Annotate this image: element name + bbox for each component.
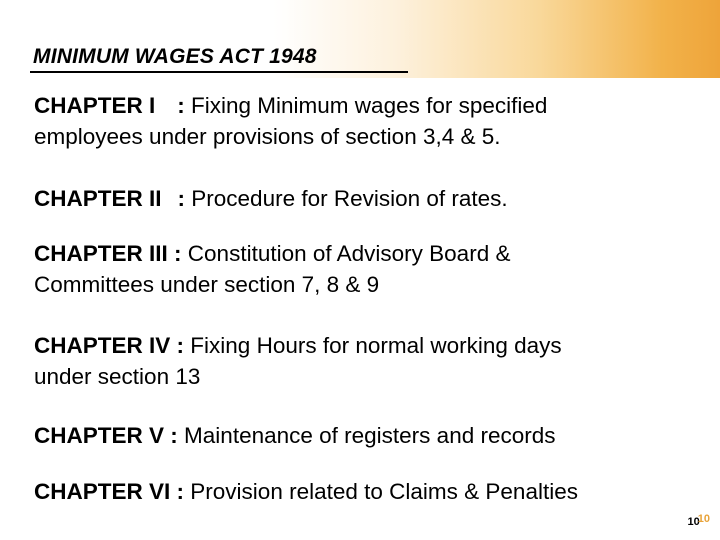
chapter-3-separator: : xyxy=(174,241,182,266)
chapter-5-separator: : xyxy=(170,423,178,448)
chapter-6-label: CHAPTER VI xyxy=(34,479,171,504)
chapter-1-label: CHAPTER I xyxy=(34,93,156,118)
page-number xyxy=(687,513,711,528)
chapter-4 xyxy=(34,330,562,392)
chapter-4-text-line2: under section 13 xyxy=(34,364,201,389)
chapter-6 xyxy=(34,476,578,507)
page-number-shadow: 10 xyxy=(697,513,710,525)
chapter-5-text-line1: Maintenance of registers and records xyxy=(184,423,556,448)
chapter-4-separator: : xyxy=(176,333,185,358)
chapter-1-text-line1: Fixing Minimum wages for specified xyxy=(191,93,548,118)
chapter-3-label: CHAPTER III xyxy=(34,241,168,266)
chapter-4-label: CHAPTER IV xyxy=(34,333,171,358)
slide-title: MINIMUM WAGES ACT 1948 xyxy=(33,45,317,68)
chapter-2 xyxy=(34,183,508,214)
chapter-2-text-line1: Procedure for Revision of rates. xyxy=(191,186,508,211)
chapter-3-text-line2: Committees under section 7, 8 & 9 xyxy=(34,272,380,297)
chapter-5 xyxy=(34,420,556,451)
page-number-main: 10 xyxy=(687,516,700,528)
chapter-2-separator: : xyxy=(177,186,186,211)
chapter-1 xyxy=(34,90,547,152)
chapter-1-separator: : xyxy=(177,93,185,118)
chapter-6-text-line1: Provision related to Claims & Penalties xyxy=(190,479,578,504)
chapter-6-separator: : xyxy=(176,479,185,504)
chapter-3-text-line1: Constitution of Advisory Board & xyxy=(187,241,511,266)
chapter-3 xyxy=(34,238,510,300)
title-underline xyxy=(30,71,408,73)
chapter-2-label: CHAPTER II xyxy=(34,186,162,211)
chapter-1-text-line2: employees under provisions of section 3,4 & 5. xyxy=(34,124,501,149)
chapter-5-label: CHAPTER V xyxy=(34,423,165,448)
chapter-4-text-line1: Fixing Hours for normal working days xyxy=(190,333,562,358)
